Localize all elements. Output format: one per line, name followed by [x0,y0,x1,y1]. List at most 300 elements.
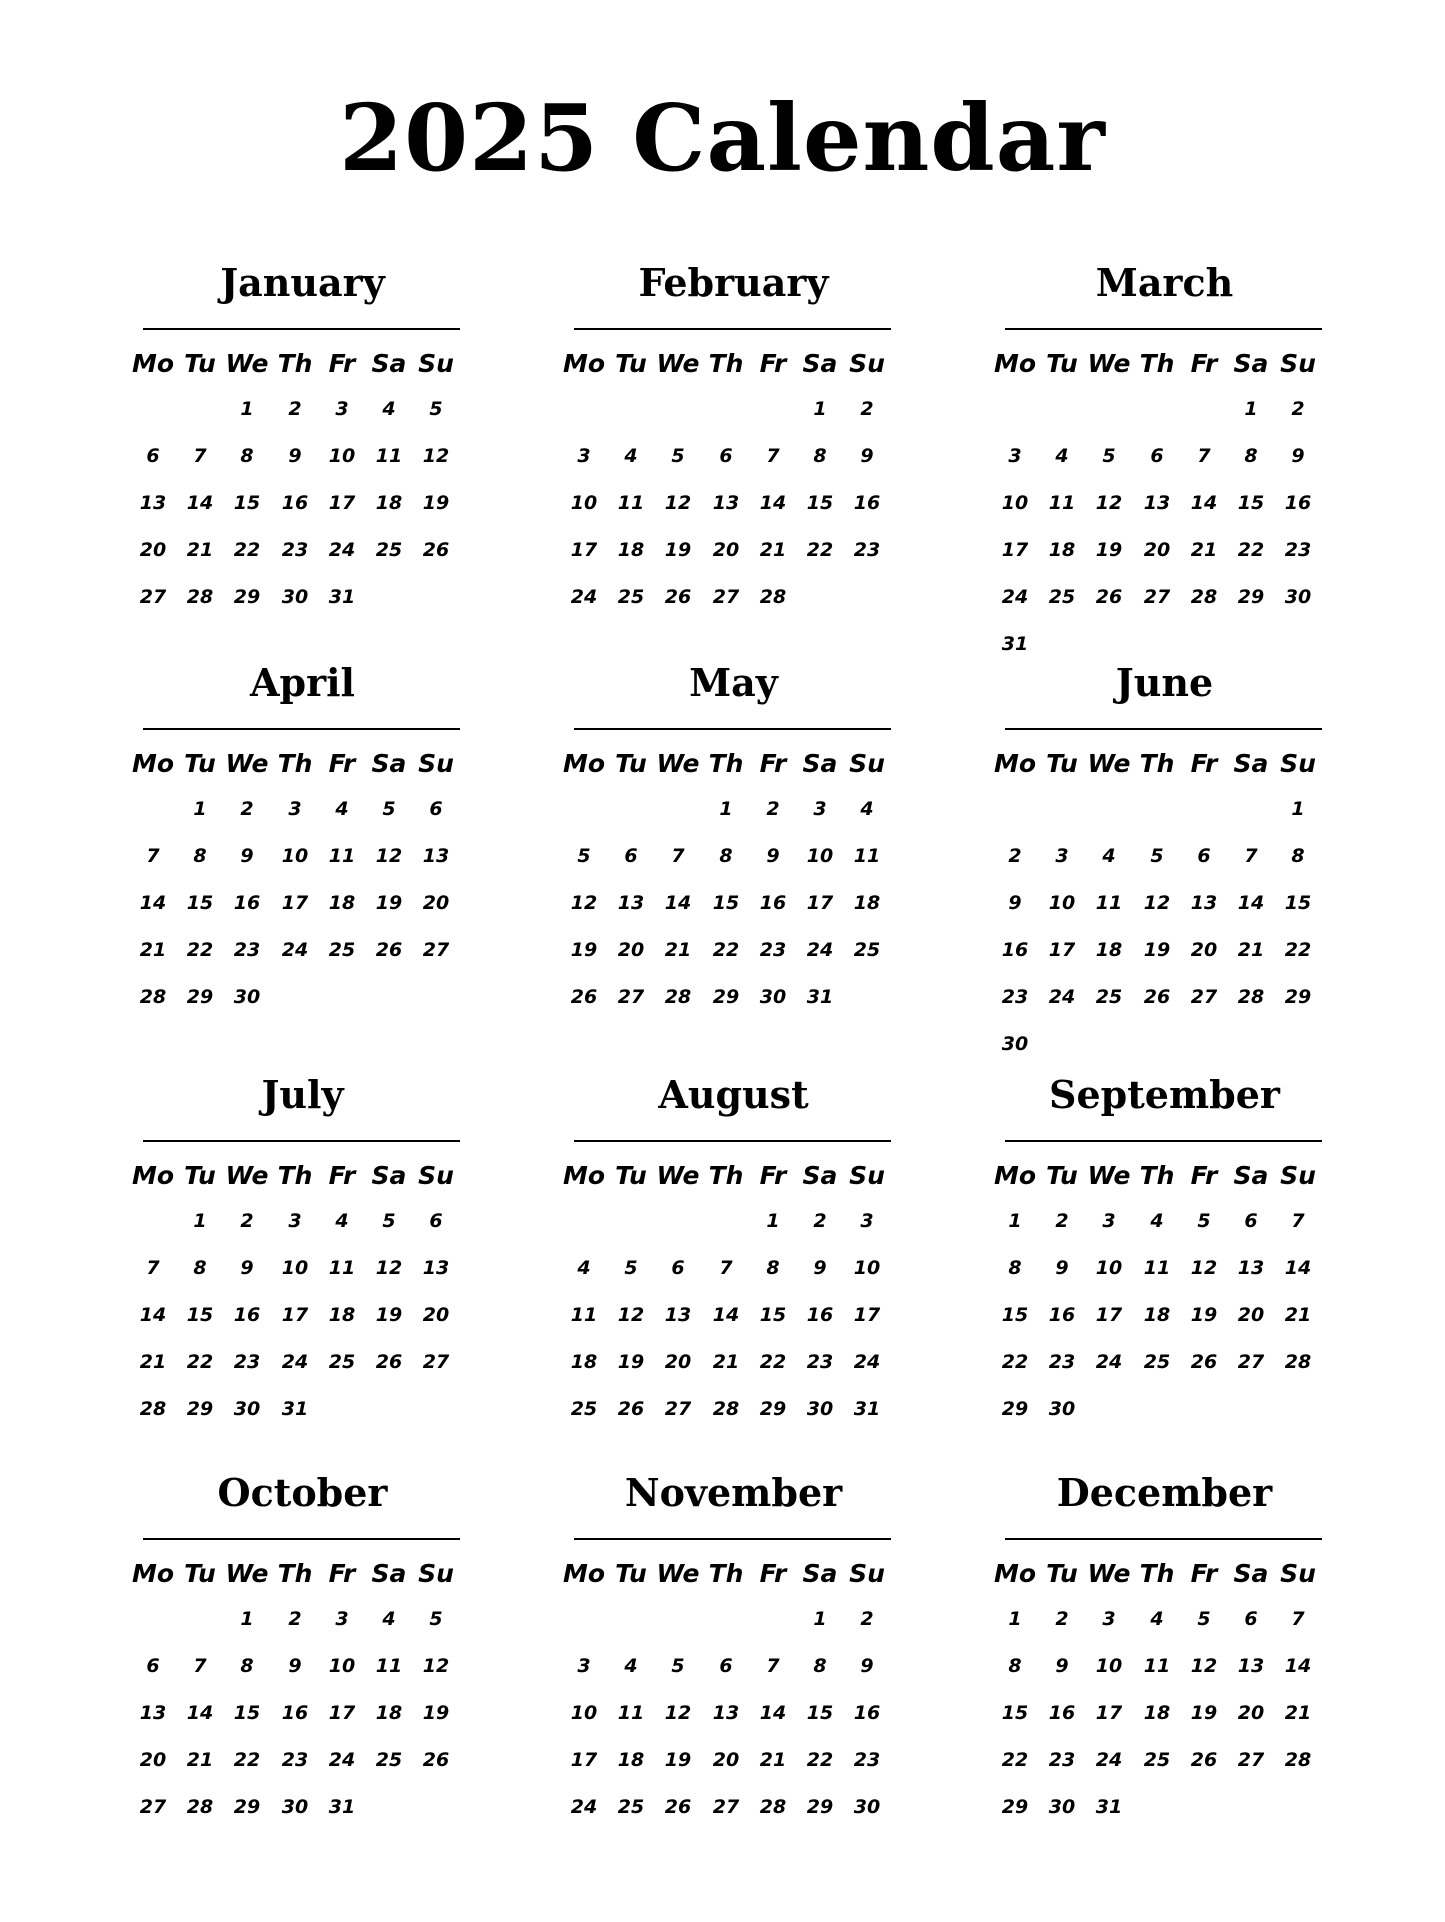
day-cell: 6 [146,1655,160,1677]
day-cell: 26 [664,1796,692,1818]
day-cell: 19 [664,539,692,561]
day-cell: 17 [1095,1702,1123,1724]
day-cell: 26 [375,1351,403,1373]
month-july [131,1070,470,1470]
day-cell: 10 [570,492,598,514]
day-cell: 7 [1291,1210,1305,1232]
day-cell: 9 [860,445,874,467]
day-cell: 12 [617,1304,645,1326]
month-name: November [624,1470,843,1515]
weekday-label: Su [418,1161,454,1190]
day-cell: 27 [617,986,645,1008]
day-cell: 18 [328,892,356,914]
day-cell: 28 [186,1796,214,1818]
day-cell: 3 [1102,1210,1116,1232]
day-cell: 18 [1048,539,1076,561]
month-divider [574,1538,891,1540]
day-cell: 10 [1095,1655,1123,1677]
day-cell: 30 [1001,1033,1029,1055]
day-cell: 1 [1008,1210,1022,1232]
day-cell: 1 [240,1608,254,1630]
day-cell: 6 [624,845,638,867]
day-cell: 27 [664,1398,692,1420]
day-cell: 25 [570,1398,598,1420]
weekday-label: Mo [562,349,606,378]
weekday-label: Tu [1046,349,1078,378]
day-cell: 16 [233,892,261,914]
weekday-label: Fr [759,1161,787,1190]
day-cell: 29 [712,986,740,1008]
day-cell: 16 [853,1702,881,1724]
month-name: April [250,660,355,705]
day-cell: 7 [193,445,207,467]
day-cell: 19 [422,492,450,514]
weekday-label: Th [708,349,744,378]
weekday-label: We [1087,349,1131,378]
day-cell: 20 [712,1749,740,1771]
day-cell: 18 [570,1351,598,1373]
weekday-header [993,344,1332,384]
day-cell: 28 [1284,1351,1312,1373]
day-cell: 1 [1008,1608,1022,1630]
day-cell: 21 [1284,1702,1312,1724]
weekday-header [993,1156,1332,1196]
day-cell: 3 [577,445,591,467]
day-cell: 20 [139,1749,167,1771]
weekday-label: Su [418,1559,454,1588]
month-name: September [1049,1072,1280,1117]
weekday-label: We [1087,1559,1131,1588]
month-name: May [689,660,778,705]
weekday-label: Th [1139,749,1175,778]
day-cell: 15 [1237,492,1265,514]
day-cell: 17 [570,539,598,561]
day-cell: 8 [719,845,733,867]
day-cell: 19 [375,1304,403,1326]
weekday-label: Su [849,1559,885,1588]
day-cell: 16 [1048,1702,1076,1724]
day-cell: 29 [806,1796,834,1818]
day-cell: 11 [570,1304,598,1326]
day-cell: 5 [577,845,591,867]
day-cell: 3 [1008,445,1022,467]
day-cell: 8 [1008,1257,1022,1279]
day-cell: 2 [1055,1210,1069,1232]
day-cell: 6 [671,1257,685,1279]
weekday-label: Tu [615,749,647,778]
day-cell: 31 [1001,633,1029,655]
day-cell: 8 [1291,845,1305,867]
weekday-label: Fr [1190,349,1218,378]
weekday-label: Th [708,1559,744,1588]
weekday-label: We [1087,1161,1131,1190]
day-cell: 24 [1095,1749,1123,1771]
weekday-label: Tu [1046,1161,1078,1190]
day-cell: 17 [853,1304,881,1326]
day-cell: 5 [429,1608,443,1630]
weekday-label: We [225,1161,269,1190]
day-cell: 10 [1001,492,1029,514]
month-divider [574,1140,891,1142]
weekday-label: Th [708,1161,744,1190]
month-november [562,1468,901,1868]
day-cell: 4 [860,798,874,820]
weekday-label: Tu [184,749,216,778]
weekday-label: Mo [131,1559,175,1588]
day-cell: 29 [759,1398,787,1420]
day-cell: 11 [375,445,403,467]
day-cell: 31 [328,1796,356,1818]
month-march [993,258,1332,658]
day-cell: 22 [712,939,740,961]
day-cell: 8 [813,1655,827,1677]
days-grid [997,1604,1332,1864]
day-cell: 23 [233,1351,261,1373]
day-cell: 4 [382,1608,396,1630]
month-divider [143,328,460,330]
day-cell: 3 [288,1210,302,1232]
day-cell: 2 [813,1210,827,1232]
day-cell: 30 [853,1796,881,1818]
day-cell: 20 [1237,1702,1265,1724]
day-cell: 10 [281,1257,309,1279]
day-cell: 5 [624,1257,638,1279]
day-cell: 26 [1095,586,1123,608]
day-cell: 11 [1048,492,1076,514]
day-cell: 11 [375,1655,403,1677]
day-cell: 17 [806,892,834,914]
day-cell: 28 [759,586,787,608]
day-cell: 20 [664,1351,692,1373]
day-cell: 28 [139,1398,167,1420]
weekday-label: Sa [802,1161,838,1190]
day-cell: 15 [806,1702,834,1724]
day-cell: 26 [570,986,598,1008]
weekday-label: Sa [1233,1559,1269,1588]
day-cell: 22 [233,539,261,561]
day-cell: 30 [1284,586,1312,608]
day-cell: 2 [288,1608,302,1630]
day-cell: 8 [766,1257,780,1279]
day-cell: 19 [1190,1702,1218,1724]
month-name: February [638,260,829,305]
day-cell: 1 [193,798,207,820]
day-cell: 24 [1048,986,1076,1008]
weekday-label: Mo [993,1559,1037,1588]
month-april [131,658,470,1058]
day-cell: 31 [853,1398,881,1420]
day-cell: 18 [328,1304,356,1326]
weekday-header [131,344,470,384]
day-cell: 13 [617,892,645,914]
day-cell: 13 [664,1304,692,1326]
day-cell: 24 [1095,1351,1123,1373]
day-cell: 26 [375,939,403,961]
day-cell: 18 [1143,1304,1171,1326]
day-cell: 3 [1055,845,1069,867]
day-cell: 9 [1008,892,1022,914]
day-cell: 27 [1190,986,1218,1008]
day-cell: 12 [1190,1257,1218,1279]
day-cell: 23 [806,1351,834,1373]
day-cell: 26 [1143,986,1171,1008]
weekday-label: Th [277,749,313,778]
day-cell: 31 [281,1398,309,1420]
day-cell: 13 [422,845,450,867]
day-cell: 8 [193,1257,207,1279]
day-cell: 14 [712,1304,740,1326]
day-cell: 21 [712,1351,740,1373]
day-cell: 15 [233,1702,261,1724]
day-cell: 10 [328,1655,356,1677]
weekday-header [131,1554,470,1594]
day-cell: 17 [1001,539,1029,561]
day-cell: 24 [570,1796,598,1818]
day-cell: 14 [759,1702,787,1724]
day-cell: 14 [1284,1257,1312,1279]
day-cell: 4 [624,1655,638,1677]
day-cell: 31 [806,986,834,1008]
day-cell: 9 [1055,1257,1069,1279]
day-cell: 1 [719,798,733,820]
day-cell: 2 [766,798,780,820]
days-grid [566,1206,901,1466]
day-cell: 13 [1237,1257,1265,1279]
day-cell: 16 [281,1702,309,1724]
day-cell: 30 [281,586,309,608]
weekday-label: Su [418,349,454,378]
days-grid [566,394,901,654]
weekday-label: We [656,749,700,778]
day-cell: 20 [712,539,740,561]
weekday-label: Tu [615,1559,647,1588]
weekday-label: We [656,349,700,378]
day-cell: 27 [422,1351,450,1373]
day-cell: 24 [806,939,834,961]
day-cell: 26 [422,1749,450,1771]
weekday-label: Fr [1190,749,1218,778]
day-cell: 19 [617,1351,645,1373]
day-cell: 5 [382,1210,396,1232]
day-cell: 20 [1237,1304,1265,1326]
weekday-header [562,744,901,784]
day-cell: 9 [1291,445,1305,467]
day-cell: 20 [422,1304,450,1326]
day-cell: 19 [1143,939,1171,961]
day-cell: 19 [1095,539,1123,561]
day-cell: 17 [570,1749,598,1771]
weekday-header [562,344,901,384]
day-cell: 29 [1001,1796,1029,1818]
weekday-label: Th [277,1161,313,1190]
days-grid [135,1604,470,1864]
day-cell: 21 [139,1351,167,1373]
weekday-label: Th [1139,1161,1175,1190]
day-cell: 18 [375,1702,403,1724]
day-cell: 4 [624,445,638,467]
day-cell: 7 [193,1655,207,1677]
day-cell: 5 [1197,1608,1211,1630]
day-cell: 29 [186,986,214,1008]
day-cell: 1 [193,1210,207,1232]
weekday-label: Su [1280,749,1316,778]
day-cell: 2 [240,1210,254,1232]
day-cell: 4 [1150,1608,1164,1630]
weekday-label: Su [418,749,454,778]
day-cell: 27 [422,939,450,961]
weekday-label: Mo [131,749,175,778]
weekday-label: Mo [131,1161,175,1190]
month-divider [143,1140,460,1142]
month-divider [143,728,460,730]
day-cell: 2 [1008,845,1022,867]
day-cell: 11 [1143,1257,1171,1279]
day-cell: 11 [1143,1655,1171,1677]
weekday-label: Sa [802,349,838,378]
weekday-label: Tu [1046,1559,1078,1588]
weekday-label: We [225,1559,269,1588]
weekday-label: Sa [371,1559,407,1588]
day-cell: 5 [671,445,685,467]
day-cell: 16 [233,1304,261,1326]
weekday-label: Mo [131,349,175,378]
weekday-header [993,744,1332,784]
day-cell: 10 [806,845,834,867]
day-cell: 7 [1244,845,1258,867]
day-cell: 29 [186,1398,214,1420]
day-cell: 29 [233,586,261,608]
day-cell: 29 [233,1796,261,1818]
day-cell: 19 [570,939,598,961]
day-cell: 31 [328,586,356,608]
day-cell: 25 [853,939,881,961]
day-cell: 7 [146,845,160,867]
day-cell: 25 [1095,986,1123,1008]
day-cell: 20 [617,939,645,961]
days-grid [566,794,901,1054]
day-cell: 12 [664,492,692,514]
day-cell: 15 [712,892,740,914]
day-cell: 15 [1284,892,1312,914]
day-cell: 6 [429,1210,443,1232]
weekday-label: Th [277,349,313,378]
day-cell: 21 [1237,939,1265,961]
day-cell: 9 [860,1655,874,1677]
weekday-label: Sa [371,349,407,378]
weekday-label: Su [849,349,885,378]
day-cell: 6 [429,798,443,820]
day-cell: 16 [281,492,309,514]
weekday-header [562,1156,901,1196]
weekday-label: Th [277,1559,313,1588]
weekday-label: Sa [371,1161,407,1190]
weekday-label: Fr [759,749,787,778]
month-may [562,658,901,1058]
day-cell: 25 [617,1796,645,1818]
day-cell: 23 [281,1749,309,1771]
day-cell: 20 [422,892,450,914]
weekday-label: Tu [184,349,216,378]
weekday-label: Th [708,749,744,778]
day-cell: 5 [1150,845,1164,867]
day-cell: 3 [860,1210,874,1232]
day-cell: 17 [328,492,356,514]
day-cell: 6 [719,445,733,467]
day-cell: 6 [719,1655,733,1677]
day-cell: 3 [1102,1608,1116,1630]
day-cell: 16 [759,892,787,914]
day-cell: 24 [328,1749,356,1771]
day-cell: 8 [1008,1655,1022,1677]
day-cell: 5 [382,798,396,820]
weekday-label: Fr [328,349,356,378]
day-cell: 3 [577,1655,591,1677]
day-cell: 23 [233,939,261,961]
day-cell: 3 [288,798,302,820]
day-cell: 20 [1143,539,1171,561]
day-cell: 25 [375,1749,403,1771]
day-cell: 10 [853,1257,881,1279]
day-cell: 25 [617,586,645,608]
day-cell: 3 [335,398,349,420]
day-cell: 14 [139,1304,167,1326]
weekday-label: We [656,1559,700,1588]
day-cell: 1 [1244,398,1258,420]
day-cell: 28 [712,1398,740,1420]
day-cell: 4 [335,798,349,820]
day-cell: 11 [328,845,356,867]
day-cell: 9 [288,445,302,467]
day-cell: 8 [813,445,827,467]
day-cell: 12 [375,1257,403,1279]
month-january [131,258,470,658]
day-cell: 6 [1150,445,1164,467]
day-cell: 23 [1284,539,1312,561]
day-cell: 16 [853,492,881,514]
day-cell: 11 [853,845,881,867]
weekday-header [993,1554,1332,1594]
day-cell: 31 [1095,1796,1123,1818]
day-cell: 18 [375,492,403,514]
day-cell: 7 [671,845,685,867]
day-cell: 4 [1102,845,1116,867]
day-cell: 27 [1237,1749,1265,1771]
day-cell: 15 [1001,1304,1029,1326]
day-cell: 11 [1095,892,1123,914]
day-cell: 17 [281,1304,309,1326]
weekday-header [131,744,470,784]
day-cell: 13 [1237,1655,1265,1677]
day-cell: 5 [671,1655,685,1677]
day-cell: 21 [1284,1304,1312,1326]
month-divider [1005,328,1322,330]
day-cell: 30 [233,1398,261,1420]
day-cell: 14 [1190,492,1218,514]
day-cell: 28 [1284,1749,1312,1771]
day-cell: 28 [1237,986,1265,1008]
day-cell: 30 [1048,1398,1076,1420]
month-name: October [217,1470,388,1515]
day-cell: 12 [570,892,598,914]
day-cell: 9 [288,1655,302,1677]
day-cell: 14 [1237,892,1265,914]
day-cell: 14 [664,892,692,914]
day-cell: 17 [1095,1304,1123,1326]
day-cell: 14 [186,1702,214,1724]
day-cell: 27 [1237,1351,1265,1373]
day-cell: 23 [853,539,881,561]
day-cell: 5 [1102,445,1116,467]
